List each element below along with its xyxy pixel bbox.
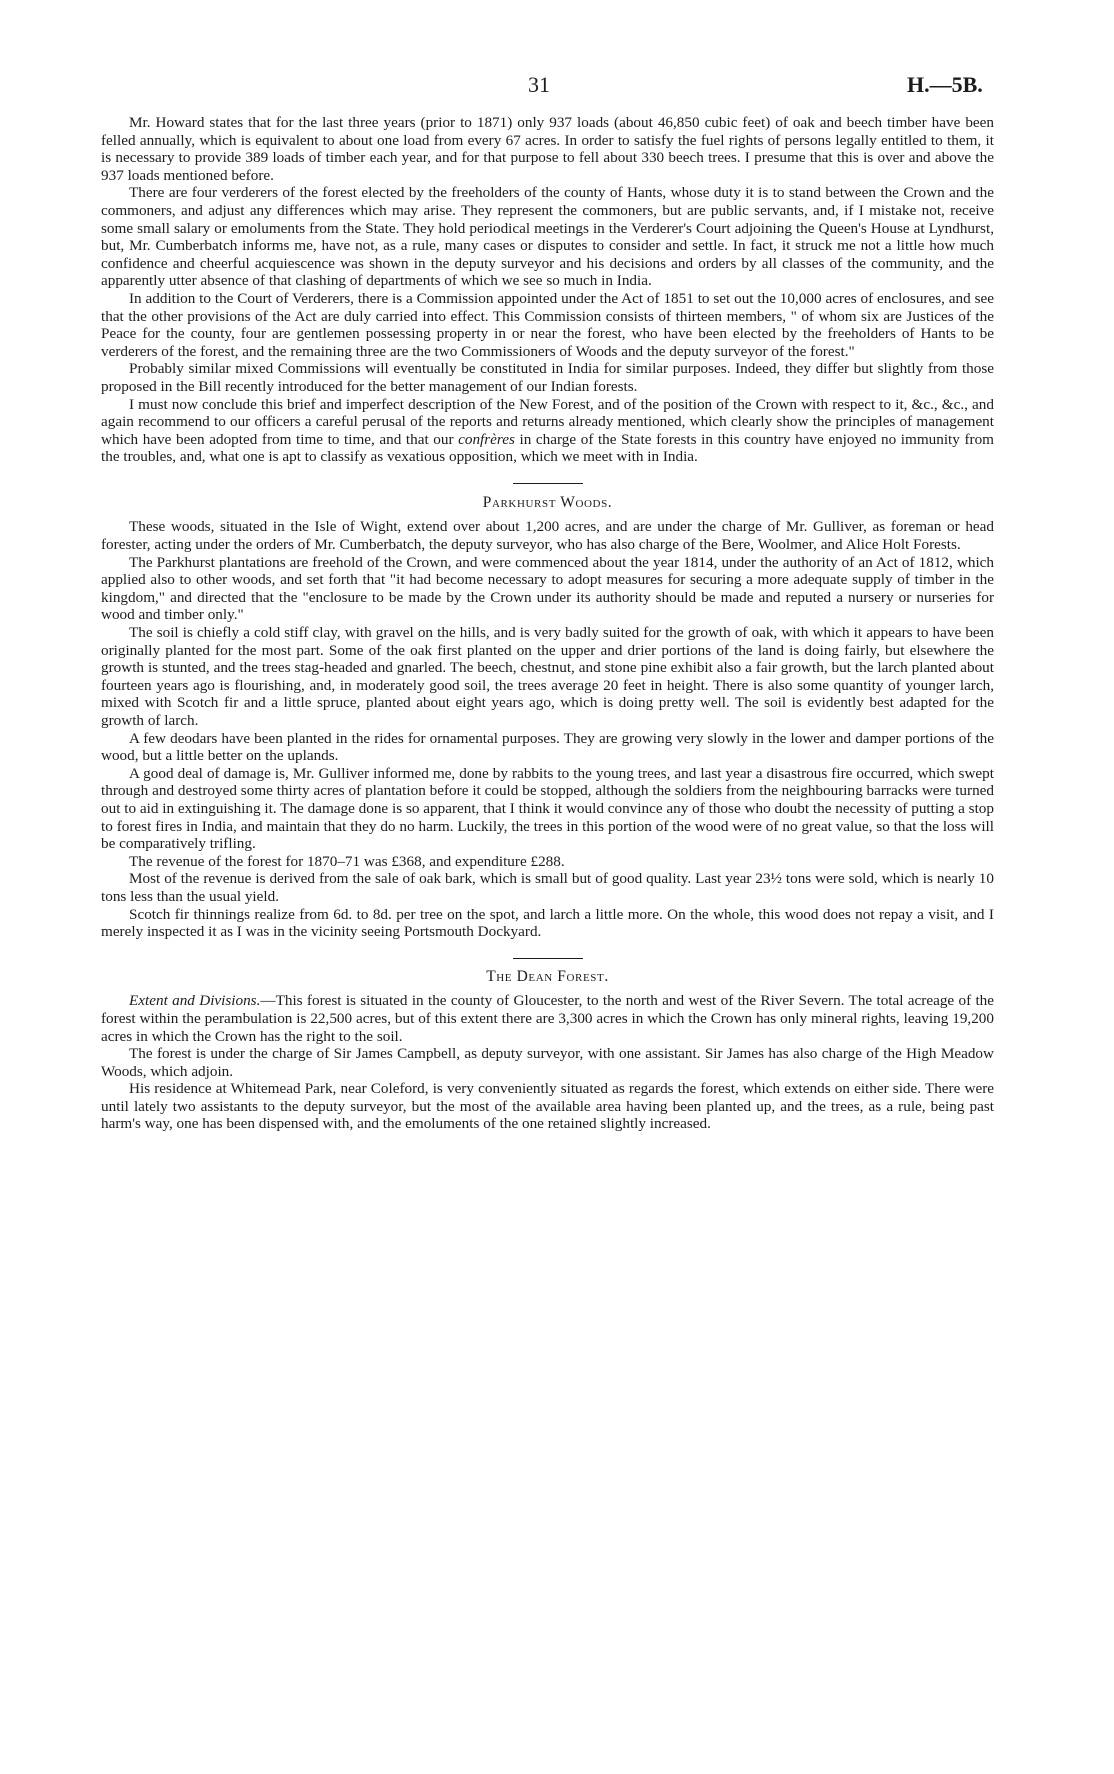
paragraph: Probably similar mixed Commissions will eventually be constituted in India for similar purposes. Indeed, they differ but slightly from those proposed in the Bill recently introduced for the better management of our Indian forests. [101,360,994,395]
paragraph: A good deal of damage is, Mr. Gulliver informed me, done by rabbits to the young trees, and last year a disastrous fire occurred, which swept through and destroyed some thirty acres of plantation before it could be stopped, although the soldiers from the neighbouring barracks were turned out to aid in extinguishing it. The damage done is so apparent, that I think it would convince any of those who doubt the necessity of putting a stop to forest fires in India, and maintain that they do no harm. Luckily, the trees in this portion of the wood were of no great value, so that the loss will be comparatively trifling. [101,764,994,853]
paragraph [101,396,994,466]
section-divider [513,958,583,959]
page-number: 31 [528,72,550,97]
italic-term: confrères [458,430,515,448]
paragraph: The forest is under the charge of Sir James Campbell, as deputy surveyor, with one assistant. Sir James has also charge of the High Meadow Woods, which adjoin. [101,1045,994,1080]
page-reference: H.—5B. [907,72,983,97]
paragraph: Mr. Howard states that for the last three years (prior to 1871) only 937 loads (about 46,850 cubic feet) of oak and beech timber have been felled annually, which is equivalent to about one load from every 67 acres. In order to satisfy the fuel rights of persons legally entitled to them, it is necessary to provide 389 loads of timber each year, and for that purpose to fell about 330 beech trees. I presume that this is over and above the 937 loads mentioned before. [101,114,994,184]
paragraph: Most of the revenue is derived from the sale of oak bark, which is small but of good quality. Last year 23½ tons were sold, which is nearly 10 tons less than the usual yield. [101,870,994,905]
paragraph: Scotch fir thinnings realize from 6d. to 8d. per tree on the spot, and larch a little more. On the whole, this wood does not repay a visit, and I merely inspected it as I was in the vicinity seeing Portsmouth Dockyard. [101,905,994,941]
text-run: in charge of the State forests in this country have enjoyed no immunity from the troubles, and, what one is apt to classify as vexatious opposition, which we meet with in India. [101,430,994,466]
paragraph: The Parkhurst plantations are freehold of the Crown, and were commenced about the year 1814, under the authority of an Act of 1812, which applied also to other woods, and set forth that "it had become necessary to adopt measures for securing a more adequate supply of timber in the kingdom," and directed that the "enclosure to be made by the Crown under its authority should be made and reputed a nursery or nurseries for wood and timber only." [101,553,994,624]
paragraph: These woods, situated in the Isle of Wight, extend over about 1,200 acres, and are under the charge of Mr. Gulliver, as foreman or head forester, acting under the orders of Mr. Cumberbatch, the deputy surveyor, who has also charge of the Bere, Woolmer, and Alice Holt Forests. [101,518,994,554]
paragraph [101,992,994,1045]
paragraph: His residence at Whitemead Park, near Coleford, is very conveniently situated as regards the forest, which extends on either side. There were until lately two assistants to the deputy surveyor, but the most of the available area having been planted up, and the trees, as a rule, being past harm's way, one has been dispensed with, and the emoluments of the one retained slightly increased. [101,1080,994,1133]
section-heading-dean-forest: The Dean Forest. [486,967,609,985]
body-text [101,114,994,1133]
section-heading-parkhurst: Parkhurst Woods. [482,493,613,511]
paragraph: There are four verderers of the forest elected by the freeholders of the county of Hants, whose duty it is to stand between the Crown and the commoners, and adjust any differences which may arise. They represent the commoners, but are public servants, and, if I mistake not, receive some small salary or emoluments from the State. They hold periodical meetings in the Verderer's Court adjoining the Queen's House at Lyndhurst, but, Mr. Cumberbatch informs me, have not, as a rule, many cases or disputes to consider and settle. In fact, it struck me not a little how much confidence and cheerful acquiescence was shown in the deputy surveyor and his decisions and orders by all classes of the community, and the apparently utter absence of that clashing of departments of which we see so much in India. [101,184,994,290]
paragraph: The soil is chiefly a cold stiff clay, with gravel on the hills, and is very badly suited for the growth of oak, with which it appears to have been originally planted for the most part. Some of the oak first planted on the upper and drier portions of the land is doing fairly, but elsewhere the growth is stunted, and the trees stag-headed and gnarled. The beech, chestnut, and stone pine exhibit also a fair growth, but the larch planted about fourteen years ago is flourishing, and, in moderately good soil, the trees average 20 feet in height. There is also some quantity of younger larch, mixed with Scotch fir and a little spruce, planted about eight years ago, which is doing pretty well. The soil is evidently best adapted for the growth of larch. [101,624,994,729]
paragraph: A few deodars have been planted in the rides for ornamental purposes. They are growing very slowly in the lower and damper portions of the wood, but a little better on the uplands. [101,729,994,765]
paragraph: In addition to the Court of Verderers, there is a Commission appointed under the Act of 1851 to set out the 10,000 acres of enclosures, and see that the other provisions of the Act are duly carried into effect. This Commission consists of thirteen members, " of whom six are Justices of the Peace for the county, four are gentlemen possessing property in or near the forest, who have been elected by the freeholders of Hants to be verderers of the forest, and the remaining three are the two Commissioners of Woods and the deputy surveyor of the forest." [101,289,994,360]
section-divider [513,483,583,484]
run-in-heading: Extent and Divisions. [129,992,261,1010]
text-run: —This forest is situated in the county of Gloucester, to the north and west of the River Severn. The total acreage of the forest within the perambulation is 22,500 acres, but of this extent there are 3,300 acres in which the Crown has only mineral rights, leaving 19,200 acres in which the Crown has the right to the soil. [101,992,995,1045]
paragraph: The revenue of the forest for 1870–71 was £368, and expenditure £288. [129,852,565,870]
text-run: I must now conclude this brief and imperfect description of the New Forest, and of the position of the Crown with respect to it, &c., &c., and again recommend to our officers a careful perusal of the reports and returns already mentioned, which clearly show the principles of management which have been adopted from time to time, and that our [101,395,994,448]
